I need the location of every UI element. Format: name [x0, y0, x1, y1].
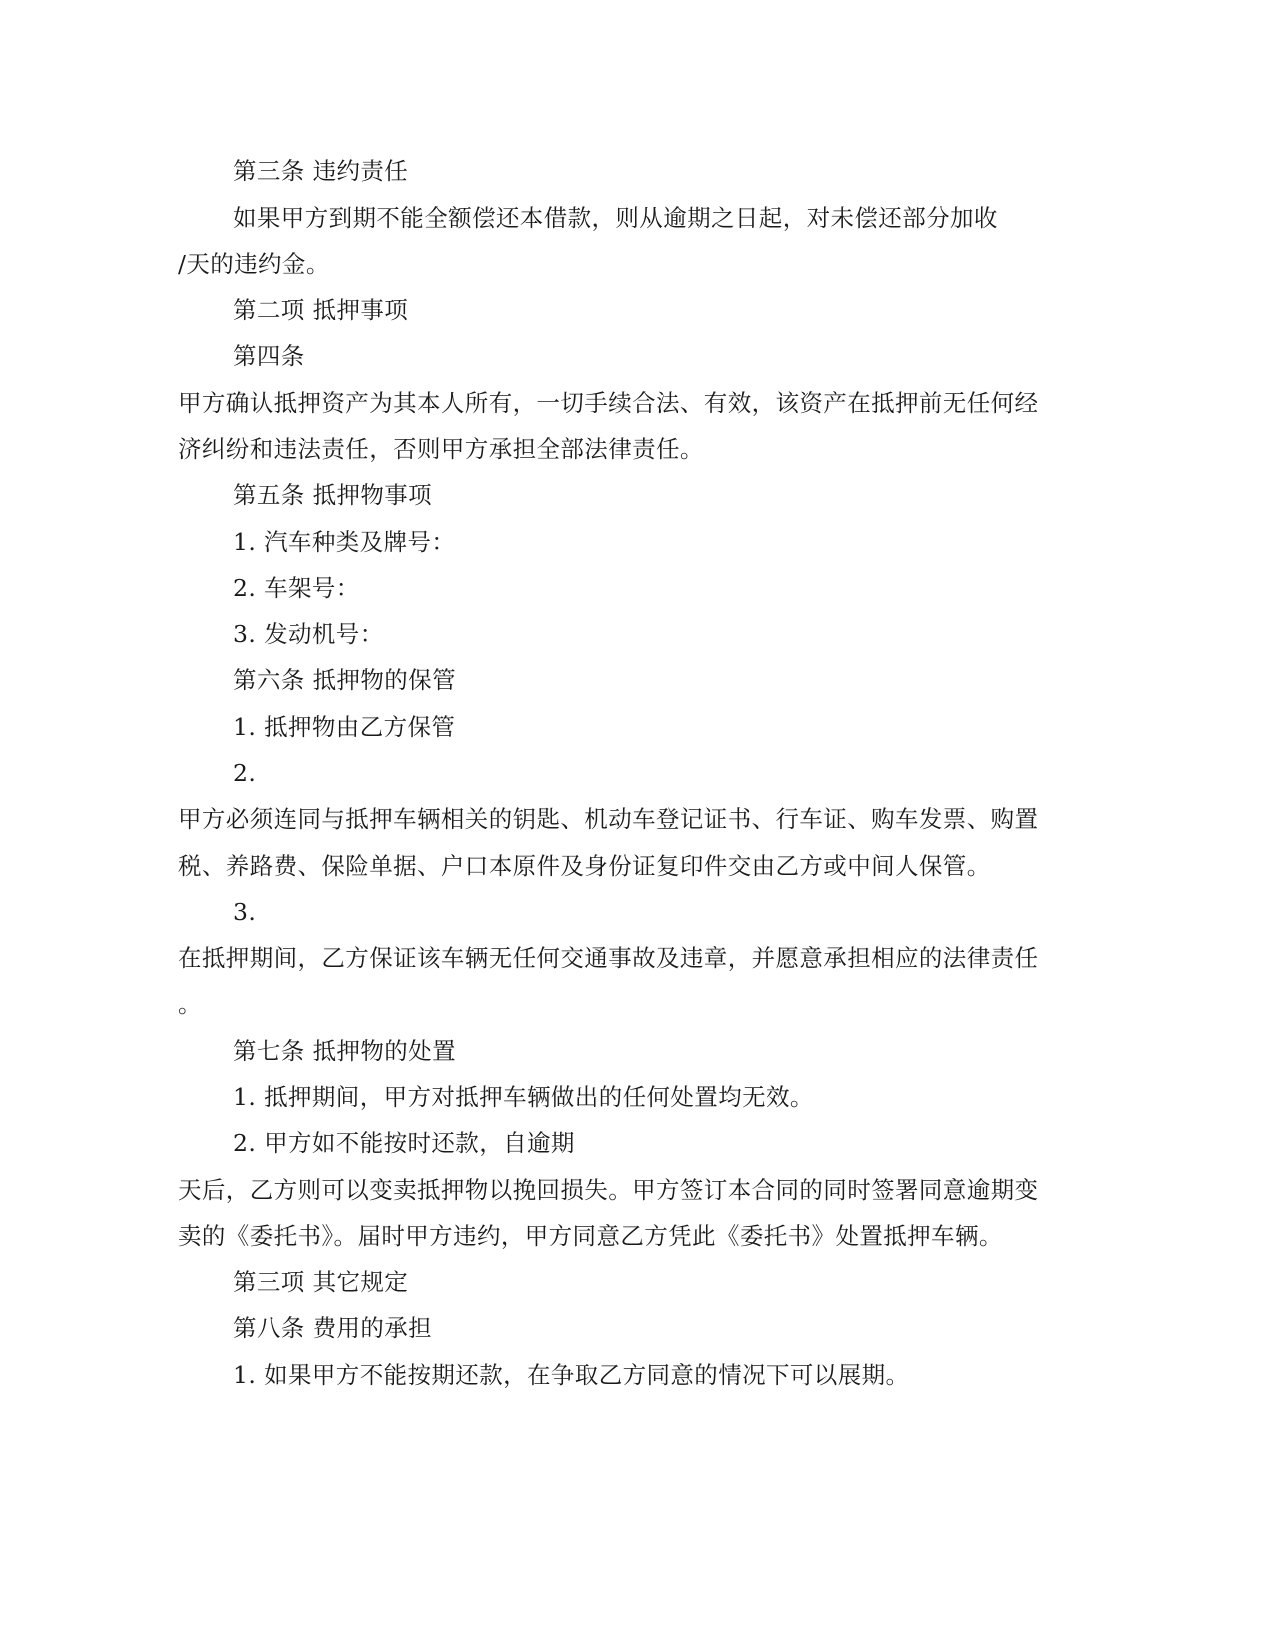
list-item: 1. 抵押物由乙方保管 [233, 713, 456, 741]
list-item: 1. 抵押期间，甲方对抵押车辆做出的任何处置均无效。 [233, 1083, 814, 1111]
paragraph-line: 济纠纷和违法责任，否则甲方承担全部法律责任。 [178, 435, 704, 463]
list-item-number: 3. [233, 898, 257, 926]
article-heading-3: 第三条 违约责任 [233, 157, 409, 185]
section-heading-2: 第二项 抵押事项 [233, 296, 409, 324]
list-item: 2. 车架号： [233, 574, 360, 602]
paragraph-line: 税、养路费、保险单据、户口本原件及身份证复印件交由乙方或中间人保管。 [178, 852, 991, 880]
list-item: 1. 如果甲方不能按期还款，在争取乙方同意的情况下可以展期。 [233, 1361, 910, 1389]
list-item: 3. 发动机号： [233, 620, 384, 648]
article-heading-7: 第七条 抵押物的处置 [233, 1037, 456, 1065]
article-heading-4: 第四条 [233, 342, 305, 370]
paragraph-line: 甲方确认抵押资产为其本人所有，一切手续合法、有效，该资产在抵押前无任何经 [178, 389, 1039, 417]
section-heading-3: 第三项 其它规定 [233, 1268, 409, 1296]
paragraph-line: 在抵押期间，乙方保证该车辆无任何交通事故及违章，并愿意承担相应的法律责任 [178, 944, 1039, 972]
paragraph-line: 。 [178, 990, 202, 1018]
list-item-number: 2. [233, 759, 257, 787]
list-item: 2. 甲方如不能按时还款，自逾期 [233, 1129, 575, 1157]
paragraph-line: 如果甲方到期不能全额偿还本借款，则从逾期之日起，对未偿还部分加收 [233, 204, 998, 232]
paragraph-line: /天的违约金。 [178, 250, 330, 278]
article-heading-6: 第六条 抵押物的保管 [233, 666, 456, 694]
article-heading-8: 第八条 费用的承担 [233, 1314, 433, 1342]
article-heading-5: 第五条 抵押物事项 [233, 481, 433, 509]
paragraph-line: 甲方必须连同与抵押车辆相关的钥匙、机动车登记证书、行车证、购车发票、购置 [178, 805, 1039, 833]
list-item: 1. 汽车种类及牌号： [233, 528, 456, 556]
paragraph-line: 卖的《委托书》。届时甲方违约，甲方同意乙方凭此《委托书》处置抵押车辆。 [178, 1222, 1003, 1250]
paragraph-line: 天后，乙方则可以变卖抵押物以挽回损失。甲方签订本合同的同时签署同意逾期变 [178, 1176, 1039, 1204]
